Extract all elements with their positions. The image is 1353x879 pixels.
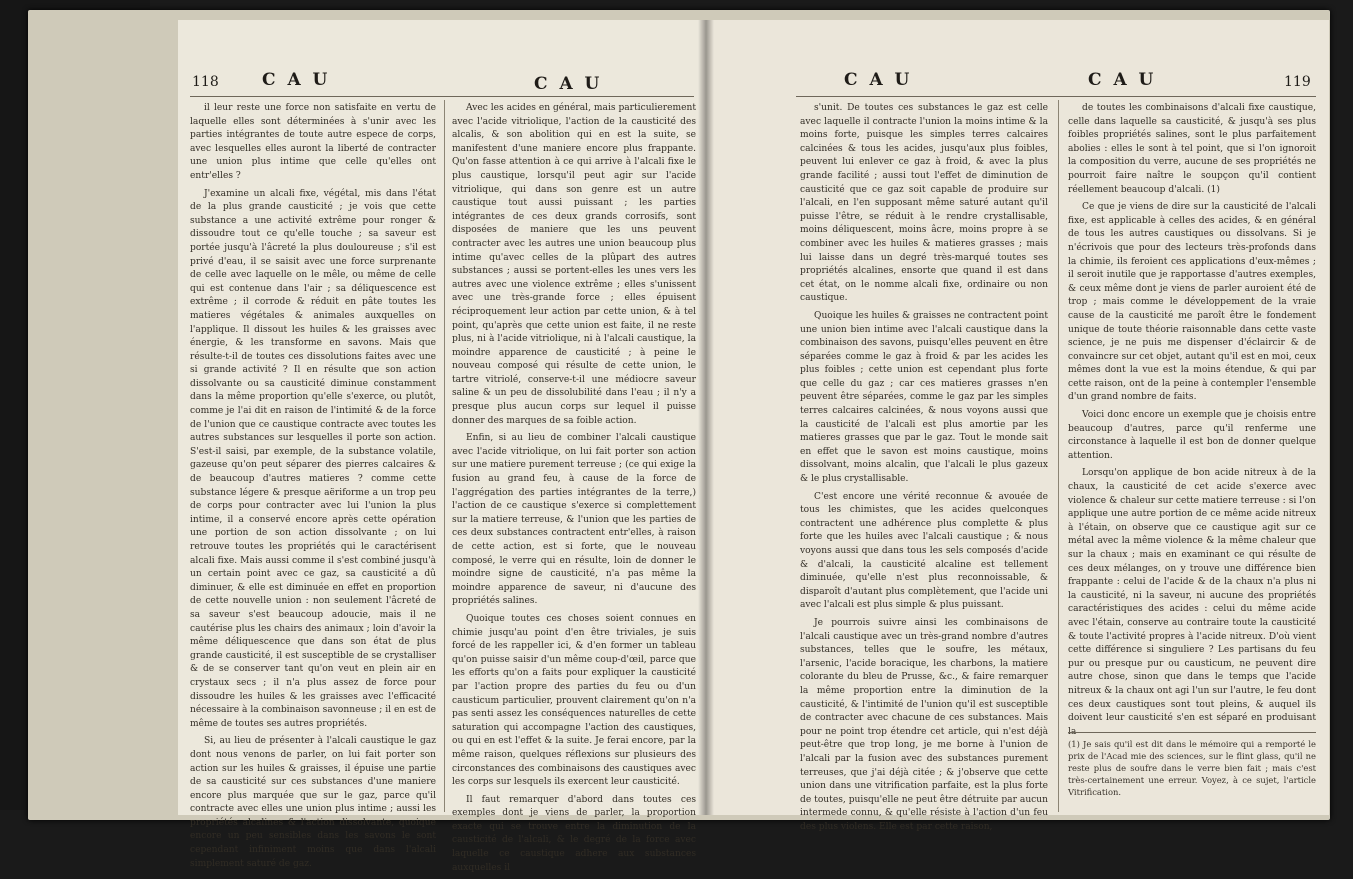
- paragraph: C'est encore une vérité reconnue & avouée de tous les chimistes, que les acides quelconques contractent une adhérence plus complette & plus forte que les huiles avec l'alcali caustique ; & nous voyons aussi que dans tous les sels composés d'acide & d'alcali, la causticité alcaline est tellement diminuée, qu'elle n'est plus reconnoissable, & disparoît d'autant plus complètement, que l'acide uni avec l'alcali est plus simple & plus puissant.: [800, 491, 1048, 611]
- left-page-column-2: [452, 102, 696, 879]
- running-head-secondary: C A U: [534, 74, 603, 94]
- paragraph: Quoique les huiles & graisses ne contractent point une union bien intime avec l'alcali caustique dans la combinaison des savons, puisqu'elles peuvent en être séparées comme le gaz à froid & par les acides les plus foibles ; cette union est cependant plus forte que celle du gaz ; car ces matieres grasses n'en peuvent être séparées, comme le gaz par les simples terres calcaires calcinées, & nous voyons aussi que la causticité de l'alcali est plus amortie par les matieres grasses que par le gaz. Tout le monde sait en effet que le savon est moins caustique, moins dissolvant, moins alcalin, que l'alcali le plus gazeux & le plus crystallisable.: [800, 310, 1048, 485]
- page-number: 119: [1284, 74, 1311, 90]
- header-rule: [796, 96, 1316, 97]
- paragraph: Ce que je viens de dire sur la causticité de l'alcali fixe, est applicable à celles des acides, & en général de tous les autres caustiques ou dissolvans. Si je n'écrivois que pour des lecteurs très-profonds dans la chimie, ils feroient ces applications d'eux-mêmes ; il seroit inutile que je rapportasse d'autres exemples, & ceux même dont je viens de parler auroient été de trop ; mais comme le développement de la vraie cause de la causticité me paroît être le fondement unique de toute théorie raisonnable dans cette vaste science, je ne puis me dispenser d'éclaircir & de convaincre sur cet objet, autant qu'il est en moi, ceux mêmes dont la vue est la moins étendue, & qui par cette raison, ont de la peine à contempler l'ensemble d'un grand nombre de faits.: [1068, 202, 1316, 403]
- right-page-column-2: [1068, 102, 1316, 743]
- column-divider: [1058, 100, 1059, 812]
- footnote-rule: [1068, 732, 1316, 733]
- running-head: C A U: [844, 70, 913, 90]
- running-head: C A U: [262, 70, 331, 90]
- paragraph: Je pourrois suivre ainsi les combinaisons de l'alcali caustique avec un très-grand nombre d'autres substances, telles que le soufre, les métaux, l'arsenic, l'acide boracique, les charbons, la matiere colorante du bleu de Prusse, &c., & faire remarquer la même proportion entre la diminution de la causticité, & l'intimité de l'union qu'il est susceptible de contracter avec chacune de ces substances. Mais pour ne point trop étendre cet article, qui n'est déjà peut-être que trop long, je me borne à l'union de l'alcali par la fusion avec des substances purement terreuses, que j'ai déjà citée ; & j'observe que cette union dans une vitrification parfaite, est la plus forte de toutes, puisqu'elle ne peut être détruite par aucun intermede connu, & qu'elle résiste à l'action d'un feu des plus violens. Elle est par cette raison,: [800, 617, 1048, 832]
- column-divider: [444, 100, 445, 812]
- right-page-column-1: [800, 102, 1048, 838]
- open-book: [28, 10, 1330, 873]
- paragraph: de toutes les combinaisons d'alcali fixe caustique, celle dans laquelle sa causticité, & jusqu'à ses plus foibles propriétés salines, sont le plus parfaitement abolies : elles le sont à tel point, que si l'on ignoroit la composition du verre, aucune de ses propriétés ne pourroit faire naître le soupçon qu'il contient réellement beaucoup d'alcali. (1): [1068, 103, 1316, 195]
- left-page: [178, 20, 707, 873]
- paragraph: Enfin, si au lieu de combiner l'alcali caustique avec l'acide vitriolique, on lui fait porter son action sur une matiere purement terreuse ; (ce qui exige la fusion au grand feu, à cause de la force de l'aggrégation des parties intégrantes de la terre,) l'action de ce caustique s'exerce si complettement sur la matiere terreuse, & l'union que les parties de ces deux substances contractent entr'elles, à raison de cette action, est si forte, que le nouveau composé, le verre qui en résulte, loin de donner le moindre signe de causticité, n'a pas même la moindre apparence de saveur, ni d'aucune des propriétés salines.: [452, 433, 696, 607]
- paragraph: Avec les acides en général, mais particulierement avec l'acide vitriolique, l'action de la causticité des alcalis, & son abolition qui en est la suite, se manifestent d'une maniere encore plus frappante. Qu'on fasse attention à ce qui arrive à l'alcali fixe le plus caustique, lorsqu'il peut agir sur l'acide vitriolique, qui dans son genre est un autre caustique tout aussi puissant ; les parties intégrantes de ces deux grands corrosifs, sont disposées de maniere que les uns peuvent contracter avec les autres une union beaucoup plus intime qu'avec celles de la plûpart des autres substances ; aussi se portent-elles les unes vers les autres avec une violence extrême ; elles s'unissent avec une très-grande force ; elles épuisent réciproquement leur action par cette union, & à tel point, qu'après que cette union est faite, il ne reste plus, ni à l'acide vitriolique, ni à l'alcali caustique, la moindre apparence de causticité ; à peine le nouveau composé qui résulte de cette union, le tartre vitriolé, conserve-t-il une médiocre saveur saline & un peu de dissolubilité dans l'eau ; il n'y a presque plus aucun corps sur lequel il puisse donner des marques de sa foible action.: [452, 103, 696, 426]
- paragraph: Quoique toutes ces choses soient connues en chimie jusqu'au point d'en être triviales, je suis forcé de les rappeller ici, & d'en former un tableau qu'on puisse saisir d'un même coup-d'œil, parce que les efforts qu'on a faits pour expliquer la causticité par l'action propre des parties du feu ou d'un causticum particulier, prouvent clairement qu'on n'a pas senti assez les conséquences naturelles de cette saturation qui accompagne l'action des caustiques, ou qui en est l'effet & la suite. Je ferai encore, par la même raison, quelques réflexions sur plusieurs des circonstances des combinaisons des caustiques avec les corps sur lesquels ils exercent leur causticité.: [452, 613, 696, 788]
- left-page-column-1: [190, 102, 436, 875]
- paragraph: s'unit. De toutes ces substances le gaz est celle avec laquelle il contracte l'union la moins intime & la moins forte, puisque les simples terres calcaires calcinées & tous les acides, jusqu'aux plus foibles, peuvent lui enlever ce gaz à froid, & avec la plus grande facilité ; aussi tout l'effet de diminution de causticité que ce gaz soit capable de produire sur l'alcali, en l'en supposant même saturé autant qu'il puisse l'être, se réduit à le rendre crystallisable, moins déliquescent, moins âcre, moins propre à se combiner avec les huiles & matieres grasses ; mais lui laisse dans un degré très-marqué toutes ses propriétés alcalines, ensorte que quand il est dans cet état, on le nomme alcali fixe, ordinaire ou non caustique.: [800, 103, 1048, 304]
- page-number: 118: [192, 74, 219, 90]
- paragraph: Voici donc encore un exemple que je choisis entre beaucoup d'autres, parce qu'il renferme une circonstance à laquelle il est bon de donner quelque attention.: [1068, 410, 1316, 461]
- header-rule: [190, 96, 694, 97]
- running-head-secondary: C A U: [1088, 70, 1157, 90]
- paragraph: J'examine un alcali fixe, végétal, mis dans l'état de la plus grande causticité ; je vois que cette substance a une activité extrême pour ronger & dissoudre tout ce qu'elle touche ; sa saveur est portée jusqu'à l'âcreté la plus douloureuse ; s'il est privé d'eau, il se saisit avec une force surprenante de celle avec laquelle on le mêle, ou même de celle qui est contenue dans l'air ; sa déliquescence est extrême ; il corrode & réduit en pâte toutes les matieres végétales & animales auxquelles on l'applique. Il dissout les huiles & les graisses avec énergie, & les transforme en savons. Mais que résulte-t-il de toutes ces dissolutions faites avec une si grande activité ? Il en résulte que son action dissolvante ou sa causticité diminue constamment dans la même proportion qu'elle s'exerce, ou plutôt, comme je l'ai dit en raison de l'intimité & de la force de l'union que ce caustique contracte avec toutes les autres substances sur lesquelles il porte son action. S'est-il saisi, par exemple, de la substance volatile, gazeuse qu'on peut séparer des pierres calcaires & de beaucoup d'autres matieres ? comme cette substance légere & presque aëriforme a un trop peu de corps pour contracter avec lui l'union la plus intime, il a conservé encore après cette opération une portion de son action dissolvante ; on lui retrouve toutes les propriétés qui le caractérisent alcali fixe. Mais aussi comme il s'est combiné jusqu'à un certain point avec ce gaz, sa causticité a dû diminuer, & elle est diminuée en effet en proportion de cette nouvelle union : non seulement l'âcreté de sa saveur s'est beaucoup adoucie, mais il ne cautérise plus les chairs des animaux ; loin d'avoir la même déliquescence que dans son état de plus grande causticité, il est susceptible de se crystalliser & de se conserver tant qu'on veut en plein air en crystaux secs ; il n'a plus assez de force pour dissoudre les huiles & les graisses avec l'efficacité nécessaire à la combinaison savonneuse ; il en est de même de toutes ses autres propriétés.: [190, 188, 436, 729]
- footnote: (1) Je sais qu'il est dit dans le mémoire qui a remporté le prix de l'Acad mie des sciences, sur le flint glass, qu'il ne reste plus de soufre dans le verre bien fait ; mais c'est très-certainement une erreur. Voyez, à ce sujet, l'article Vitrification.: [1068, 739, 1316, 797]
- right-page: [706, 20, 1329, 832]
- paragraph: Il faut remarquer d'abord dans toutes ces exemples dont je viens de parler, la proportion exacte qui se trouve entre la diminution de la causticité de l'alcali, & le degré de la force avec laquelle ce caustique adhere aux substances auxquelles il: [452, 794, 696, 873]
- paragraph: il leur reste une force non satisfaite en vertu de laquelle elles sont déterminées à s'unir avec les parties intégrantes de toute autre espece de corps, avec lesquelles elles auront la liberté de contracter une union plus intime que celle qu'elles ont entr'elles ?: [190, 103, 436, 181]
- paragraph: Si, au lieu de présenter à l'alcali caustique le gaz dont nous venons de parler, on lui fait porter son action sur les huiles & graisses, il épuise une partie de sa causticité sur ces substances d'une maniere encore plus marquée que sur le gaz, parce qu'il contracte avec elles une union plus intime ; aussi les propriétés alcalines & l'action dissolvante, quoique encore un peu sensibles dans les savons le sont cependant infiniment moins que dans l'alcali simplement saturé de gaz.: [190, 736, 436, 869]
- paragraph: Lorsqu'on applique de bon acide nitreux à de la chaux, la causticité de cet acide s'exerce avec violence & chaleur sur cette matiere terreuse : si l'on applique une autre portion de ce même acide nitreux à l'étain, on observe que ce caustique agit sur ce métal avec la même violence & la même chaleur que sur la chaux ; mais en examinant ce qui résulte de ces deux mélanges, on y trouve une différence bien frappante : celui de l'acide & de la chaux n'a plus ni la causticité, ni la saveur, ni aucune des propriétés caractéristiques des acides : celui du même acide avec l'étain, conserve au contraire toute la causticité & toute l'activité propres à l'acide nitreux. D'où vient cette différence si singuliere ? Les partisans du feu pur ou presque pur ou causticum, ne peuvent dire autre chose, sinon que dans le temps que l'acide nitreux & la chaux ont agi l'un sur l'autre, le feu dont ces deux caustiques sont tout pleins, & auquel ils doivent leur causticité s'en est séparé en produisant: [1068, 468, 1316, 724]
